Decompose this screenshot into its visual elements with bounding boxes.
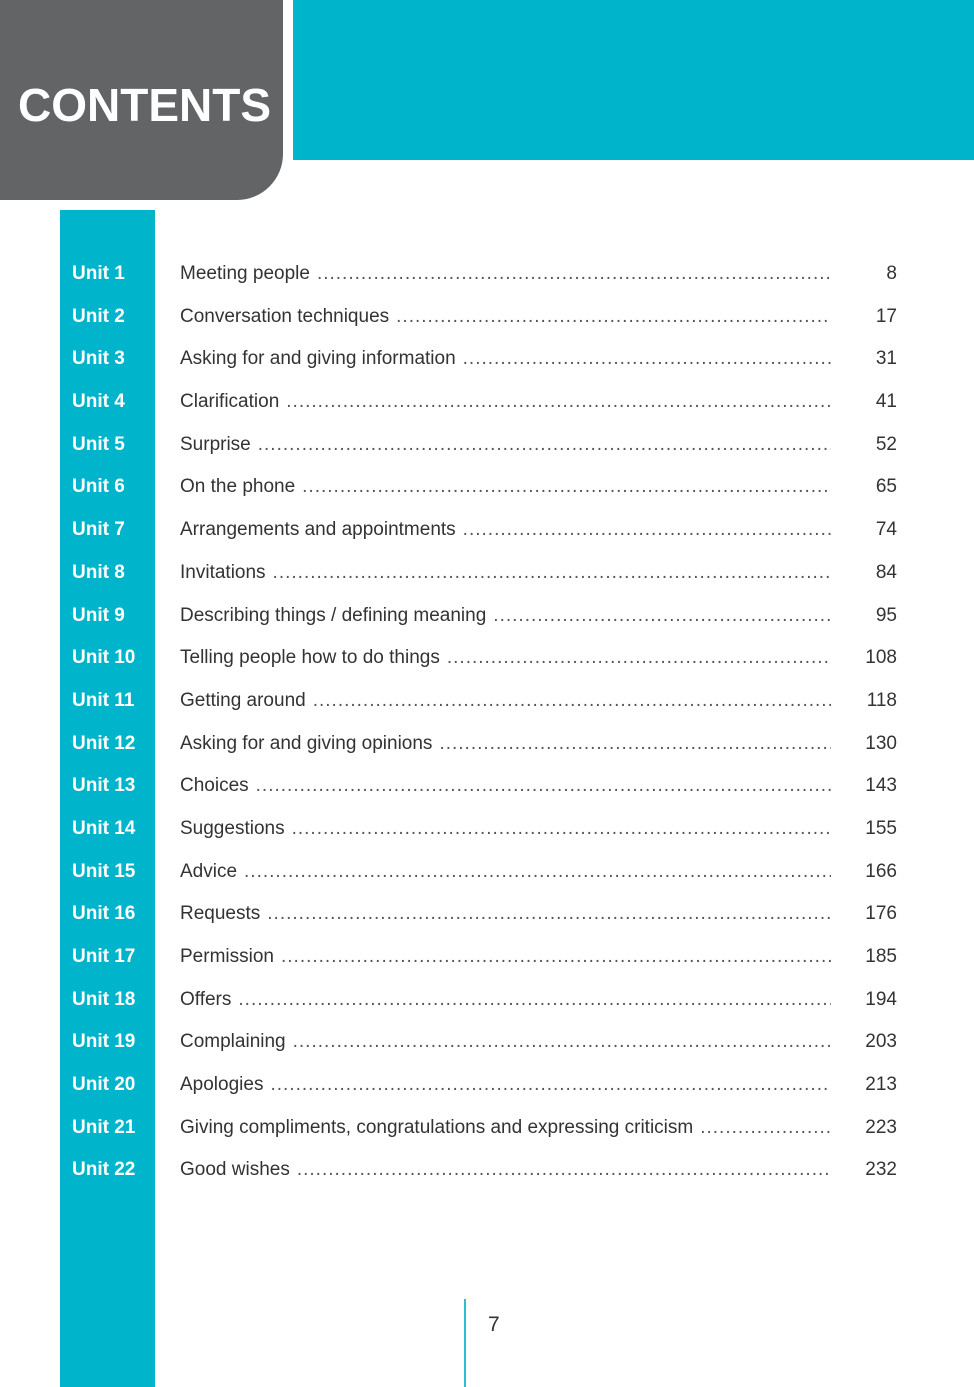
entry-title: Apologies — [180, 1074, 264, 1096]
dot-leader — [297, 1159, 831, 1181]
entry-page: 8 — [886, 263, 897, 284]
unit-label: Unit 18 — [72, 988, 136, 1010]
contents-entry[interactable] — [0, 554, 974, 597]
dot-leader — [463, 519, 831, 541]
unit-label: Unit 12 — [72, 732, 136, 754]
unit-label: Unit 20 — [72, 1074, 136, 1096]
unit-label: Unit 5 — [72, 433, 125, 455]
contents-entry[interactable] — [0, 981, 974, 1024]
entry-title-line — [180, 861, 831, 883]
entry-page: 118 — [866, 689, 897, 711]
unit-label: Unit 6 — [72, 476, 125, 498]
entry-page: 52 — [875, 433, 897, 455]
page-number: 7 — [488, 1313, 500, 1336]
contents-entry[interactable] — [0, 340, 974, 383]
entry-title-line — [180, 348, 831, 370]
dot-leader — [244, 861, 831, 883]
footer-divider — [464, 1299, 466, 1387]
dot-leader — [313, 690, 831, 712]
contents-entry[interactable] — [0, 639, 974, 682]
entry-title: Good wishes — [180, 1159, 290, 1181]
unit-label: Unit 10 — [72, 647, 136, 669]
entry-title: Telling people how to do things — [180, 647, 440, 669]
entry-title: Meeting people — [180, 263, 310, 284]
entry-title-line — [180, 946, 831, 968]
entry-title: Offers — [180, 988, 232, 1010]
entry-title-line — [180, 306, 831, 328]
entry-page: 166 — [865, 860, 897, 882]
entry-page: 95 — [875, 604, 897, 626]
entry-title: Conversation techniques — [180, 305, 390, 327]
entry-title-line — [180, 1074, 831, 1096]
contents-entry[interactable] — [0, 298, 974, 341]
contents-entry[interactable] — [0, 682, 974, 725]
dot-leader — [258, 434, 831, 456]
unit-label: Unit 11 — [72, 689, 135, 711]
contents-entry[interactable] — [0, 1151, 974, 1194]
entry-page: 185 — [865, 946, 897, 967]
contents-entry[interactable] — [0, 725, 974, 768]
entry-title: Invitations — [180, 561, 266, 583]
dot-leader — [273, 562, 831, 584]
dot-leader — [439, 733, 831, 755]
dot-leader — [286, 391, 831, 413]
entry-title: Suggestions — [180, 817, 285, 839]
dot-leader — [396, 306, 831, 328]
dot-leader — [281, 946, 831, 968]
contents-list — [0, 255, 974, 1194]
entry-page: 143 — [865, 775, 897, 797]
entry-title: Complaining — [180, 1031, 286, 1053]
contents-entry[interactable] — [0, 255, 974, 298]
entry-title-line — [180, 263, 831, 285]
entry-title: Asking for and giving information — [180, 348, 456, 370]
entry-title-line — [180, 1031, 831, 1053]
contents-entry[interactable] — [0, 383, 974, 426]
contents-entry[interactable] — [0, 810, 974, 853]
unit-label: Unit 8 — [72, 561, 125, 583]
entry-title: Arrangements and appointments — [180, 519, 456, 541]
entry-title-line — [180, 476, 831, 498]
unit-label: Unit 7 — [72, 519, 125, 541]
entry-title-line — [180, 647, 831, 669]
entry-title-line — [180, 391, 831, 413]
entry-title-line — [180, 903, 831, 925]
contents-entry[interactable] — [0, 468, 974, 511]
unit-label: Unit 21 — [72, 1116, 136, 1138]
entry-page: 213 — [865, 1074, 897, 1096]
page-title: CONTENTS — [18, 79, 271, 131]
entry-title: Giving compliments, congratulations and expressing criticism — [180, 1116, 694, 1138]
entry-page: 17 — [875, 305, 897, 327]
dot-leader — [292, 818, 831, 840]
entry-title-line — [180, 1159, 831, 1181]
dot-leader — [238, 989, 831, 1011]
unit-label: Unit 4 — [72, 391, 125, 413]
entry-page: 232 — [865, 1159, 897, 1181]
entry-title-line — [180, 519, 831, 541]
entry-title: Requests — [180, 903, 261, 925]
unit-label: Unit 2 — [72, 305, 125, 327]
entry-title: Permission — [180, 946, 274, 967]
entry-page: 176 — [865, 903, 897, 925]
entry-page: 223 — [865, 1116, 897, 1138]
contents-entry[interactable] — [0, 1066, 974, 1109]
header-block — [0, 0, 283, 200]
contents-entry[interactable] — [0, 1023, 974, 1066]
contents-entry[interactable] — [0, 853, 974, 896]
dot-leader — [270, 1074, 831, 1096]
entry-page: 203 — [865, 1031, 897, 1053]
unit-label: Unit 3 — [72, 348, 125, 370]
entry-title: Asking for and giving opinions — [180, 732, 433, 754]
contents-entry[interactable] — [0, 767, 974, 810]
unit-label: Unit 15 — [72, 860, 136, 882]
dot-leader — [256, 775, 831, 797]
entry-page: 155 — [865, 817, 897, 839]
contents-entry[interactable] — [0, 938, 974, 981]
dot-leader — [493, 605, 831, 627]
entry-title-line — [180, 690, 831, 712]
dot-leader — [317, 263, 831, 285]
entry-page: 65 — [875, 476, 897, 498]
entry-page: 130 — [865, 732, 897, 754]
dot-leader — [293, 1031, 831, 1053]
entry-page: 74 — [875, 519, 897, 541]
entry-title-line — [180, 434, 831, 456]
entry-title: Getting around — [180, 689, 306, 711]
contents-entry[interactable] — [0, 1109, 974, 1152]
unit-label: Unit 22 — [72, 1159, 136, 1181]
entry-title-line — [180, 775, 831, 797]
entry-title: Surprise — [180, 433, 251, 455]
dot-leader — [447, 647, 831, 669]
entry-title: Describing things / defining meaning — [180, 604, 487, 626]
entry-title-line — [180, 818, 831, 840]
entry-title-line — [180, 605, 831, 627]
unit-label: Unit 1 — [72, 263, 125, 284]
entry-page: 108 — [865, 647, 897, 669]
entry-title: Advice — [180, 860, 238, 882]
contents-entry[interactable] — [0, 426, 974, 469]
unit-label: Unit 16 — [72, 903, 136, 925]
unit-label: Unit 13 — [72, 775, 136, 797]
contents-entry[interactable] — [0, 511, 974, 554]
contents-entry[interactable] — [0, 895, 974, 938]
entry-title-line — [180, 562, 831, 584]
entry-title-line — [180, 1117, 831, 1139]
dot-leader — [302, 476, 831, 498]
dot-leader — [700, 1117, 831, 1139]
entry-page: 84 — [875, 561, 897, 583]
entry-page: 194 — [865, 988, 897, 1010]
dot-leader — [463, 348, 831, 370]
dot-leader — [267, 903, 831, 925]
entry-title: Clarification — [180, 391, 280, 413]
entry-page: 41 — [875, 391, 897, 413]
unit-label: Unit 17 — [72, 946, 136, 967]
entry-page: 31 — [875, 348, 897, 370]
entry-title: On the phone — [180, 476, 296, 498]
entry-title: Choices — [180, 775, 249, 797]
unit-label: Unit 9 — [72, 604, 125, 626]
entry-title-line — [180, 989, 831, 1011]
entry-title-line — [180, 733, 831, 755]
header-accent-bar — [293, 0, 974, 160]
unit-label: Unit 14 — [72, 817, 136, 839]
contents-entry[interactable] — [0, 597, 974, 640]
unit-label: Unit 19 — [72, 1031, 136, 1053]
